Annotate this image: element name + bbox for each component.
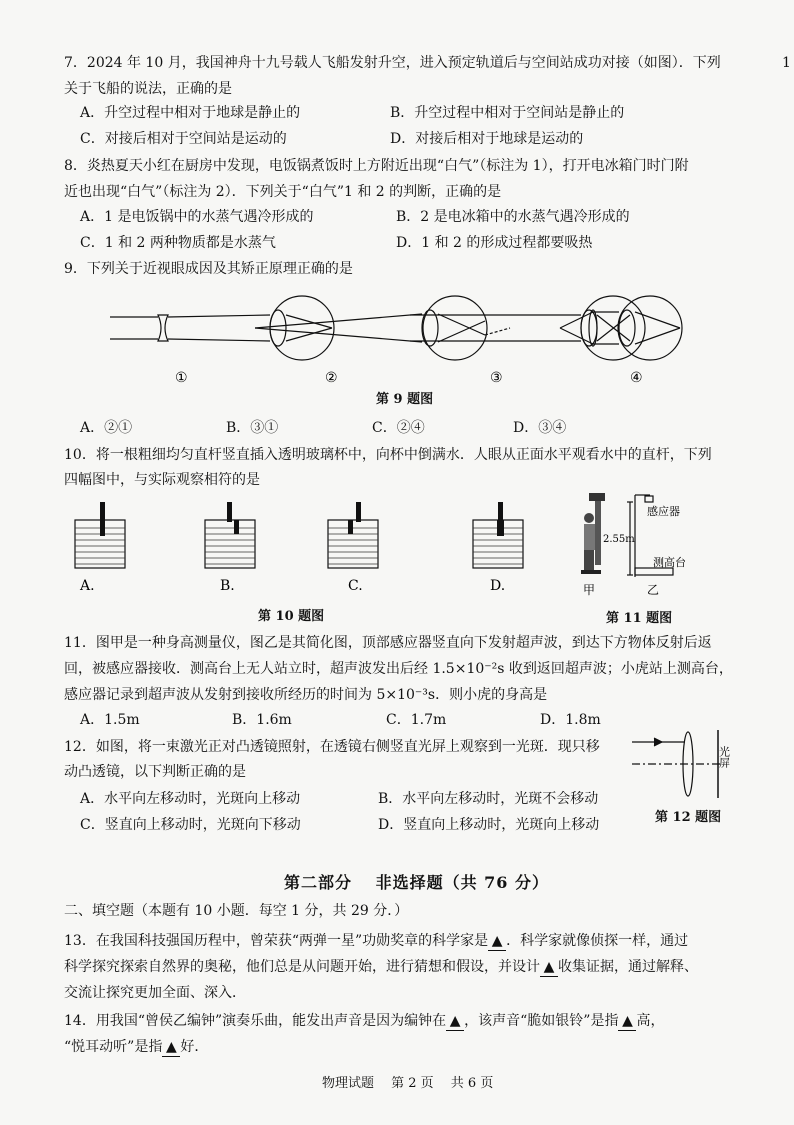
answer-blank[interactable]: ▲ xyxy=(540,958,558,977)
glass-c xyxy=(328,502,378,568)
q11-option-c: C．1.7m xyxy=(386,712,447,728)
fig-yi: 乙 xyxy=(647,583,660,597)
fig-jia: 甲 xyxy=(583,583,596,597)
q10-glass-figures xyxy=(60,500,580,600)
q9-option-d: D．③④ xyxy=(513,420,567,436)
q8-option-d: D．1 和 2 的形成过程都要吸热 xyxy=(396,235,593,251)
q12-line1: 12．如图，将一束激光正对凸透镜照射，在透镜右侧竖直光屏上观察到一光斑．现只移 xyxy=(64,739,600,755)
q12-option-d: D．竖直向上移动时，光斑向上移动 xyxy=(378,817,600,833)
platform-label: 测高台 xyxy=(653,556,686,569)
q7-line1: 7．2024 年 10 月，我国神舟十九号载人飞船发射升空，进入预定轨道后与空间站成功对接（如图）．下列 xyxy=(64,55,721,71)
edge-mark: 1 xyxy=(782,55,791,71)
eye-diagram-3 xyxy=(410,296,645,360)
q9-option-a: A．②① xyxy=(80,420,133,436)
q14-line2 xyxy=(64,1038,208,1057)
q11-option-d: D．1.8m xyxy=(540,712,601,728)
q9-caption: 第 9 题图 xyxy=(376,392,434,407)
q12-line2: 动凸透镜，以下判断正确的是 xyxy=(64,764,246,780)
q12-caption: 第 12 题图 xyxy=(655,810,722,825)
section-fill-blank: 二、填空题（本题有 10 小题．每空 1 分，共 29 分．） xyxy=(64,903,409,919)
q10-fig-label-b: B. xyxy=(220,578,235,594)
sensor-label: 感应器 xyxy=(647,505,680,518)
page-footer: 物理试题 第 2 页 共 6 页 xyxy=(322,1076,494,1091)
q10-fig-label-d: D. xyxy=(490,578,506,594)
q13-text-b: ．科学家就像侦探一样，通过 xyxy=(506,933,689,949)
q7-option-a: A．升空过程中相对于地球是静止的 xyxy=(80,105,301,121)
answer-blank[interactable]: ▲ xyxy=(162,1038,180,1057)
q10-caption: 第 10 题图 xyxy=(258,609,325,624)
q10-fig-label-c: C. xyxy=(348,578,363,594)
q14-text-d: “悦耳动听”是指 xyxy=(64,1039,163,1055)
q10-line1: 10．将一根粗细均匀直杆竖直插入透明玻璃杯中，向杯中倒满水．人眼从正面水平观看水中的直杆，下列 xyxy=(64,447,712,463)
q12-option-b: B．水平向左移动时，光斑不会移动 xyxy=(378,791,599,807)
q7-line2: 关于飞船的说法，正确的是 xyxy=(64,81,232,97)
q9-eye-diagrams xyxy=(100,290,690,390)
q14-text-a: 14．用我国“曾侯乙编钟”演奏乐曲，能发出声音是因为编钟在 xyxy=(64,1013,447,1029)
glass-a xyxy=(75,502,125,568)
eye-diagram-4 xyxy=(560,296,682,360)
eye-diagram-1 xyxy=(110,296,334,360)
q11-figure xyxy=(575,490,715,615)
q13-line2 xyxy=(64,958,698,977)
answer-blank[interactable]: ▲ xyxy=(488,932,506,951)
q12-lens-figure xyxy=(630,728,740,800)
q14-text-c: 高， xyxy=(636,1013,665,1029)
height-label: 2.55m xyxy=(603,534,635,545)
q10-fig-label-a: A. xyxy=(80,578,95,594)
eye-diagram-2 xyxy=(255,296,510,360)
q11-option-a: A．1.5m xyxy=(80,712,140,728)
q8-option-b: B．2 是电冰箱中的水蒸气遇冷形成的 xyxy=(396,209,630,225)
q10-line2: 四幅图中，与实际观察相符的是 xyxy=(64,472,260,488)
q14-line1 xyxy=(64,1012,664,1031)
q11-line3: 感应器记录到超声波从发射到接收所经历的时间为 5×10⁻³s．则小虎的身高是 xyxy=(64,687,548,703)
q9-fig-label-2: ② xyxy=(325,370,338,386)
q7-option-c: C．对接后相对于空间站是运动的 xyxy=(80,131,287,147)
q7-option-d: D．对接后相对于地球是运动的 xyxy=(390,131,584,147)
q13-text-a: 13．在我国科技强国历程中，曾荣获“两弹一星”功勋奖章的科学家是 xyxy=(64,933,489,949)
q13-line1 xyxy=(64,932,688,951)
q9-fig-label-1: ① xyxy=(175,370,188,386)
q14-text-b: ，该声音“脆如银铃”是指 xyxy=(464,1013,619,1029)
q8-line1: 8．炎热夏天小红在厨房中发现，电饭锅煮饭时上方附近出现“白气”（标注为 1），打开电冰箱门时门附 xyxy=(64,158,689,174)
q11-caption: 第 11 题图 xyxy=(606,611,673,626)
q12-option-c: C．竖直向上移动时，光斑向下移动 xyxy=(80,817,301,833)
answer-blank[interactable]: ▲ xyxy=(618,1012,636,1031)
q11-line1: 11．图甲是一种身高测量仪，图乙是其简化图，顶部感应器竖直向下发射超声波，到达下方物体反射后返 xyxy=(64,635,712,651)
q13-line3: 交流让探究更加全面、深入． xyxy=(64,985,246,1001)
q7-option-b: B．升空过程中相对于空间站是静止的 xyxy=(390,105,625,121)
q8-option-a: A．1 是电饭锅中的水蒸气遇冷形成的 xyxy=(80,209,314,225)
answer-blank[interactable]: ▲ xyxy=(446,1012,464,1031)
screen-label: 光屏 xyxy=(717,746,731,768)
q9-fig-label-4: ④ xyxy=(630,370,643,386)
q8-line2: 近也出现“白气”（标注为 2）．下列关于“白气”1 和 2 的判断，正确的是 xyxy=(64,184,502,200)
q14-text-e: 好． xyxy=(180,1039,209,1055)
glass-d xyxy=(473,502,523,568)
q9-fig-label-3: ③ xyxy=(490,370,503,386)
q9-option-b: B．③① xyxy=(226,420,279,436)
glass-b xyxy=(205,502,255,568)
height-meter-photo xyxy=(581,493,605,574)
q11-option-b: B．1.6m xyxy=(232,712,292,728)
q9-line1: 9．下列关于近视眼成因及其矫正原理正确的是 xyxy=(64,261,353,277)
q13-text-c: 科学探究探索自然界的奥秘，他们总是从问题开始，进行猜想和假设，并设计 xyxy=(64,959,540,975)
q13-text-d: 收集证据，通过解释、 xyxy=(558,959,698,975)
q9-option-c: C．②④ xyxy=(372,420,425,436)
q12-option-a: A．水平向左移动时，光斑向上移动 xyxy=(80,791,301,807)
part2-title: 第二部分 非选择题（共 76 分） xyxy=(284,873,549,892)
q8-option-c: C．1 和 2 两种物质都是水蒸气 xyxy=(80,235,276,251)
q11-line2: 回，被感应器接收．测高台上无人站立时，超声波发出后经 1.5×10⁻²s 收到返回超声波；小虎站上测高台， xyxy=(64,661,733,677)
